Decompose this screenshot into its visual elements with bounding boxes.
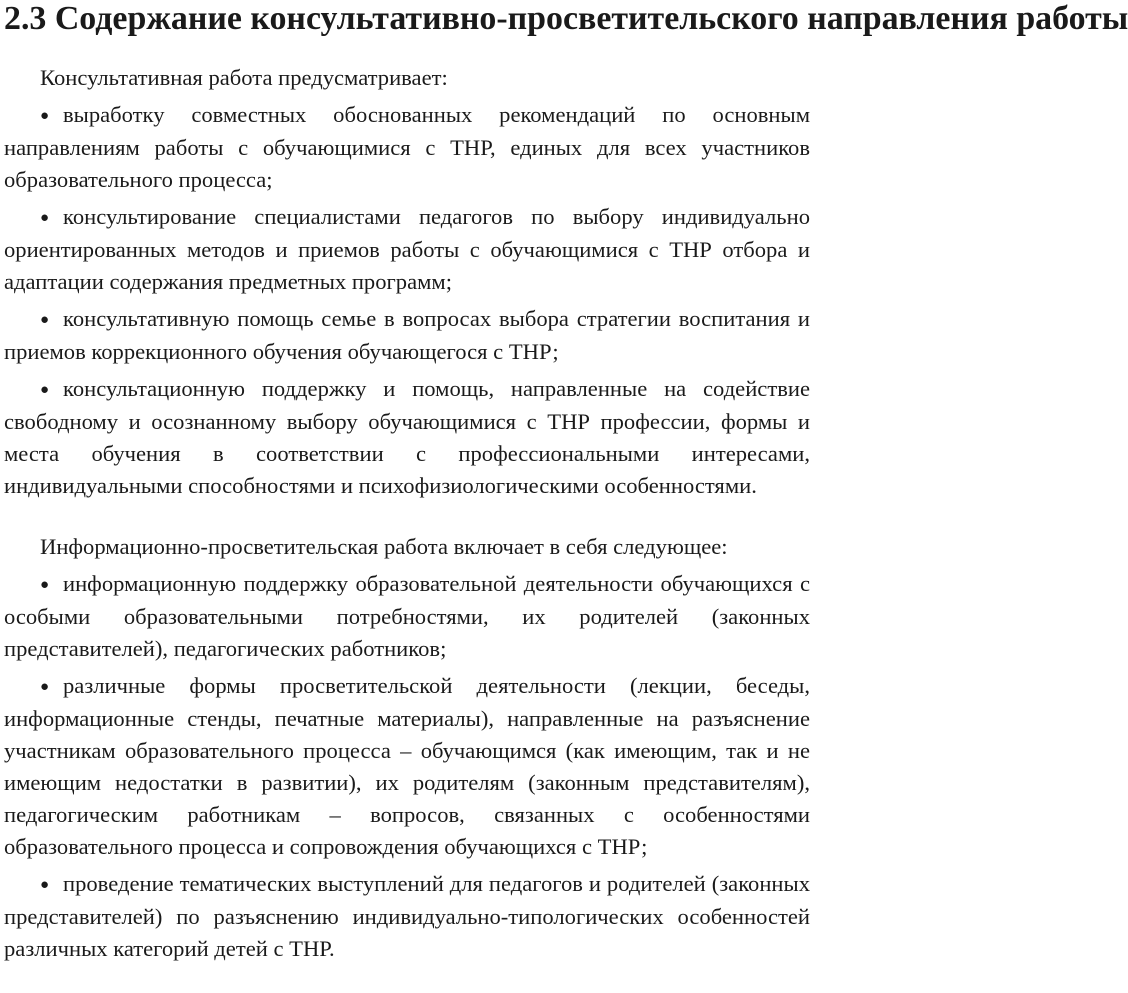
list-item-text: консультирование специалистами педагогов по выбору индивидуально ориентированных методов и приемов работы с обучающимися с ТНР отбора и адаптации содержания предметных программ;	[4, 204, 810, 294]
list-item-text: информационную поддержку образовательной деятельности обучающихся с особыми образовательными потребностями, их родителей (законных представителей), педагогических работников;	[4, 571, 810, 661]
list-item-text: консультационную поддержку и помощь, направленные на содействие свободному и осознанному выбору обучающимися с ТНР профессии, формы и места обучения в соответствии с профессиональными интересами, индивидуальными способностями и психофизиологическими особенностями.	[4, 376, 810, 498]
list-item-text: проведение тематических выступлений для педагогов и родителей (законных представителей) по разъяснению индивидуально-типологических особенностей различных категорий детей с ТНР.	[4, 871, 810, 961]
list-item	[4, 201, 810, 298]
list-item	[4, 868, 810, 965]
bullet-icon: ●	[40, 679, 50, 695]
inform-intro: Информационно-просветительская работа включает в себя следующее:	[40, 534, 728, 559]
inform-list	[4, 568, 810, 965]
bullet-icon: ●	[40, 312, 50, 328]
list-item	[4, 303, 810, 368]
list-item-text: выработку совместных обоснованных рекомендаций по основным направлениям работы с обучающимися с ТНР, единых для всех участников образовательного процесса;	[4, 102, 810, 192]
bullet-icon: ●	[40, 210, 50, 226]
bullet-icon: ●	[40, 108, 50, 124]
consult-intro: Консультативная работа предусматривает:	[40, 65, 448, 90]
list-item	[4, 568, 810, 665]
section-heading: 2.3 Содержание консультативно-просветительского направления работы	[4, 0, 1128, 37]
list-item-text: различные формы просветительской деятельности (лекции, беседы, информационные стенды, печатные материалы), направленные на разъяснение участникам образовательного процесса – обучающимся (как имеющим, так и не имеющим недостатки в развитии), их родителям (законным представителям), педагогическим работникам – вопросов, связанных с особенностями образовательного процесса и сопровождения обучающихся с ТНР;	[4, 673, 810, 859]
list-item	[4, 670, 810, 863]
list-item	[4, 373, 810, 502]
list-item	[4, 99, 810, 196]
list-item-text: консультативную помощь семье в вопросах выбора стратегии воспитания и приемов коррекционного обучения обучающегося с ТНР;	[4, 306, 810, 364]
bullet-icon: ●	[40, 877, 50, 893]
bullet-icon: ●	[40, 577, 50, 593]
consult-list	[4, 99, 810, 502]
bullet-icon: ●	[40, 382, 50, 398]
